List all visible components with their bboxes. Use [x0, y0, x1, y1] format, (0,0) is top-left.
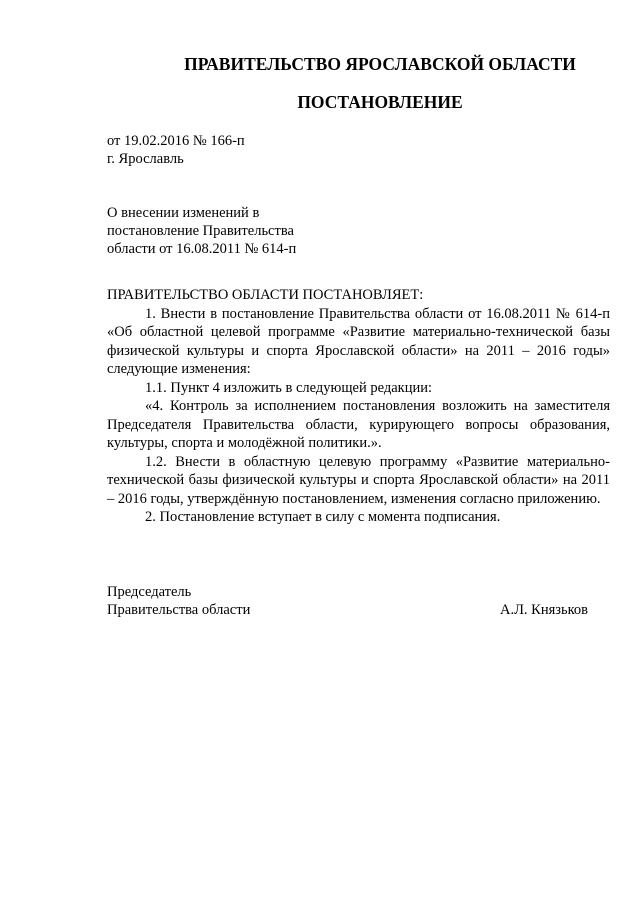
government-title: ПРАВИТЕЛЬСТВО ЯРОСЛАВСКОЙ ОБЛАСТИ: [184, 54, 576, 74]
date-number: от 19.02.2016 № 166-п: [107, 133, 245, 149]
signature-row: [107, 601, 610, 619]
paragraph-2: 2. Постановление вступает в силу с момента подписания.: [145, 509, 501, 525]
signatory-title-line1: Председатель: [107, 584, 192, 600]
subject-line: области от 16.08.2011 № 614-п: [107, 241, 297, 257]
document-meta: [107, 132, 507, 168]
city: г. Ярославль: [107, 151, 184, 167]
subject-line: постановление Правительства: [107, 223, 294, 239]
paragraph-1-2: 1.2. Внести в областную целевую программу «Развитие материально-технической базы физической культуры и спорта Ярославской области» на 2011 – 2016 годы, утверждённую постановлением, изменения согласно приложению.: [107, 453, 610, 507]
paragraph-1-1: 1.1. Пункт 4 изложить в следующей редакции:: [145, 379, 433, 396]
document-body: [107, 286, 610, 527]
subject-line: О внесении изменений в: [107, 205, 260, 221]
signature-block: [107, 583, 610, 619]
document-subject: [107, 204, 407, 258]
paragraph-1-1-text: «4. Контроль за исполнением постановления возложить на заместителя Председателя Правительства области, курирующего вопросы образования, культуры, спорта и молодёжной политики.».: [107, 398, 610, 451]
signatory-title-line2: Правительства области: [107, 602, 251, 618]
signatory-name: А.Л. Князьков: [499, 602, 588, 618]
paragraph-1: 1. Внести в постановление Правительства области от 16.08.2011 № 614-п «Об областной целевой программе «Развитие материально-технической базы физической культуры и спорта Ярославской области» на 2011 – 2016 годы» следующие изменения:: [107, 305, 610, 377]
resolution-lead: ПРАВИТЕЛЬСТВО ОБЛАСТИ ПОСТАНОВЛЯЕТ:: [107, 287, 424, 303]
document-type: ПОСТАНОВЛЕНИЕ: [297, 92, 463, 112]
